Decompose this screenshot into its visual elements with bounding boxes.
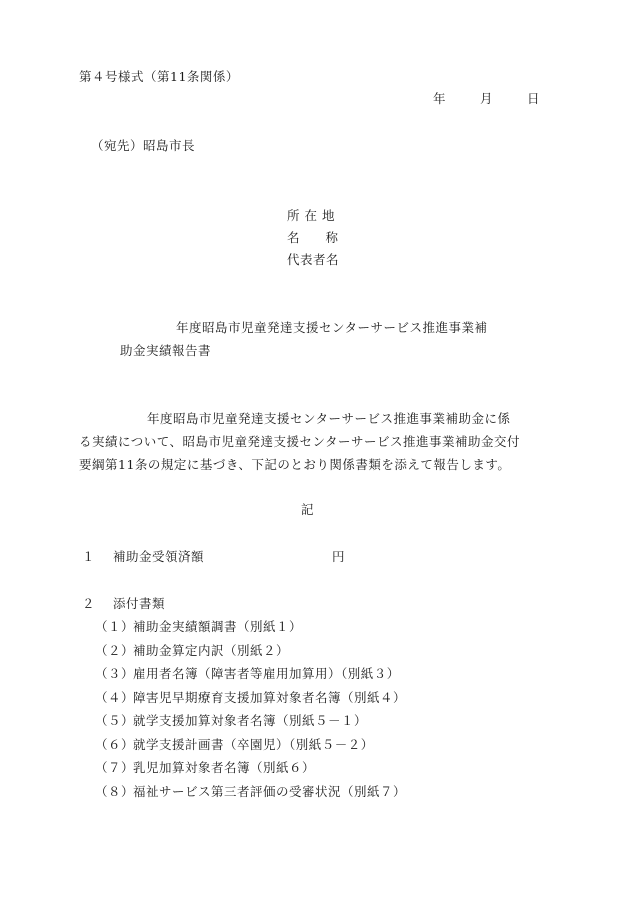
addressee: （宛先）昭島市長 (91, 138, 196, 153)
list-item-text: 就学支援加算対象者名簿（別紙５－１） (133, 713, 368, 728)
list-item (95, 662, 406, 686)
date-day-label: 日 (527, 91, 541, 106)
list-item-number: （１） (95, 619, 135, 634)
list-item-text: 障害児早期療育支援加算対象者名簿（別紙４） (133, 689, 407, 705)
list-item-number: （６） (95, 736, 135, 752)
list-item-text: 雇用者名簿（障害者等雇用加算用）（別紙３） (133, 666, 400, 681)
list-item-text: 補助金算定内訳（別紙２） (133, 642, 290, 658)
item2-label: 添付書類 (113, 596, 166, 611)
list-item (95, 686, 406, 710)
list-item (95, 639, 406, 663)
list-item-number: （８） (95, 783, 135, 799)
body-paragraph (79, 407, 520, 476)
body-line-2: る実績について、昭島市児童発達支援センターサービス推進事業補助金交付 (79, 434, 521, 449)
date-month-label: 月 (480, 91, 494, 106)
list-item-number: （２） (95, 642, 135, 658)
attachment-list (95, 615, 406, 803)
list-item (95, 709, 406, 733)
item1-label: 補助金受領済額 (113, 549, 205, 564)
ki-heading: 記 (301, 502, 315, 517)
list-item-text: 乳児加算対象者名簿（別紙６） (133, 760, 316, 775)
list-item-text: 福祉サービス第三者評価の受審状況（別紙７） (133, 783, 407, 799)
date-line (433, 89, 540, 107)
address-label: 所 在 地 (287, 208, 335, 223)
body-line-1: 年度昭島市児童発達支援センターサービス推進事業補助金に係 (147, 411, 511, 426)
body-line-3: 要綱第11条の規定に基づき、下記のとおり関係書類を添えて報告します。 (79, 457, 511, 472)
name-label-part1: 名 (287, 230, 300, 245)
list-item (95, 756, 406, 780)
item2-number: ２ (82, 596, 96, 611)
title-line-2: 助金実績報告書 (120, 343, 212, 358)
list-item-number: （３） (95, 666, 135, 681)
date-year-label: 年 (433, 91, 447, 106)
list-item-number: （５） (95, 713, 135, 728)
item1-unit: 円 (332, 549, 346, 564)
list-item-text: 補助金実績額調書（別紙１） (133, 619, 303, 634)
name-label (287, 227, 339, 249)
title-line-1: 年度昭島市児童発達支援センターサービス推進事業補 (176, 320, 488, 335)
list-item-number: （７） (95, 760, 135, 775)
representative-label: 代表者名 (287, 252, 340, 267)
item-attachments (82, 594, 165, 612)
list-item (95, 615, 406, 639)
item1-number: １ (82, 549, 96, 564)
list-item (95, 733, 406, 757)
name-label-part2: 称 (325, 230, 339, 245)
applicant-block (287, 205, 339, 271)
form-number: 第４号様式（第11条関係） (79, 69, 239, 84)
list-item-number: （４） (95, 689, 135, 705)
list-item-text: 就学支援計画書（卒園児）（別紙５－２） (133, 736, 374, 752)
item-subsidy-received (82, 547, 345, 565)
list-item (95, 780, 406, 804)
